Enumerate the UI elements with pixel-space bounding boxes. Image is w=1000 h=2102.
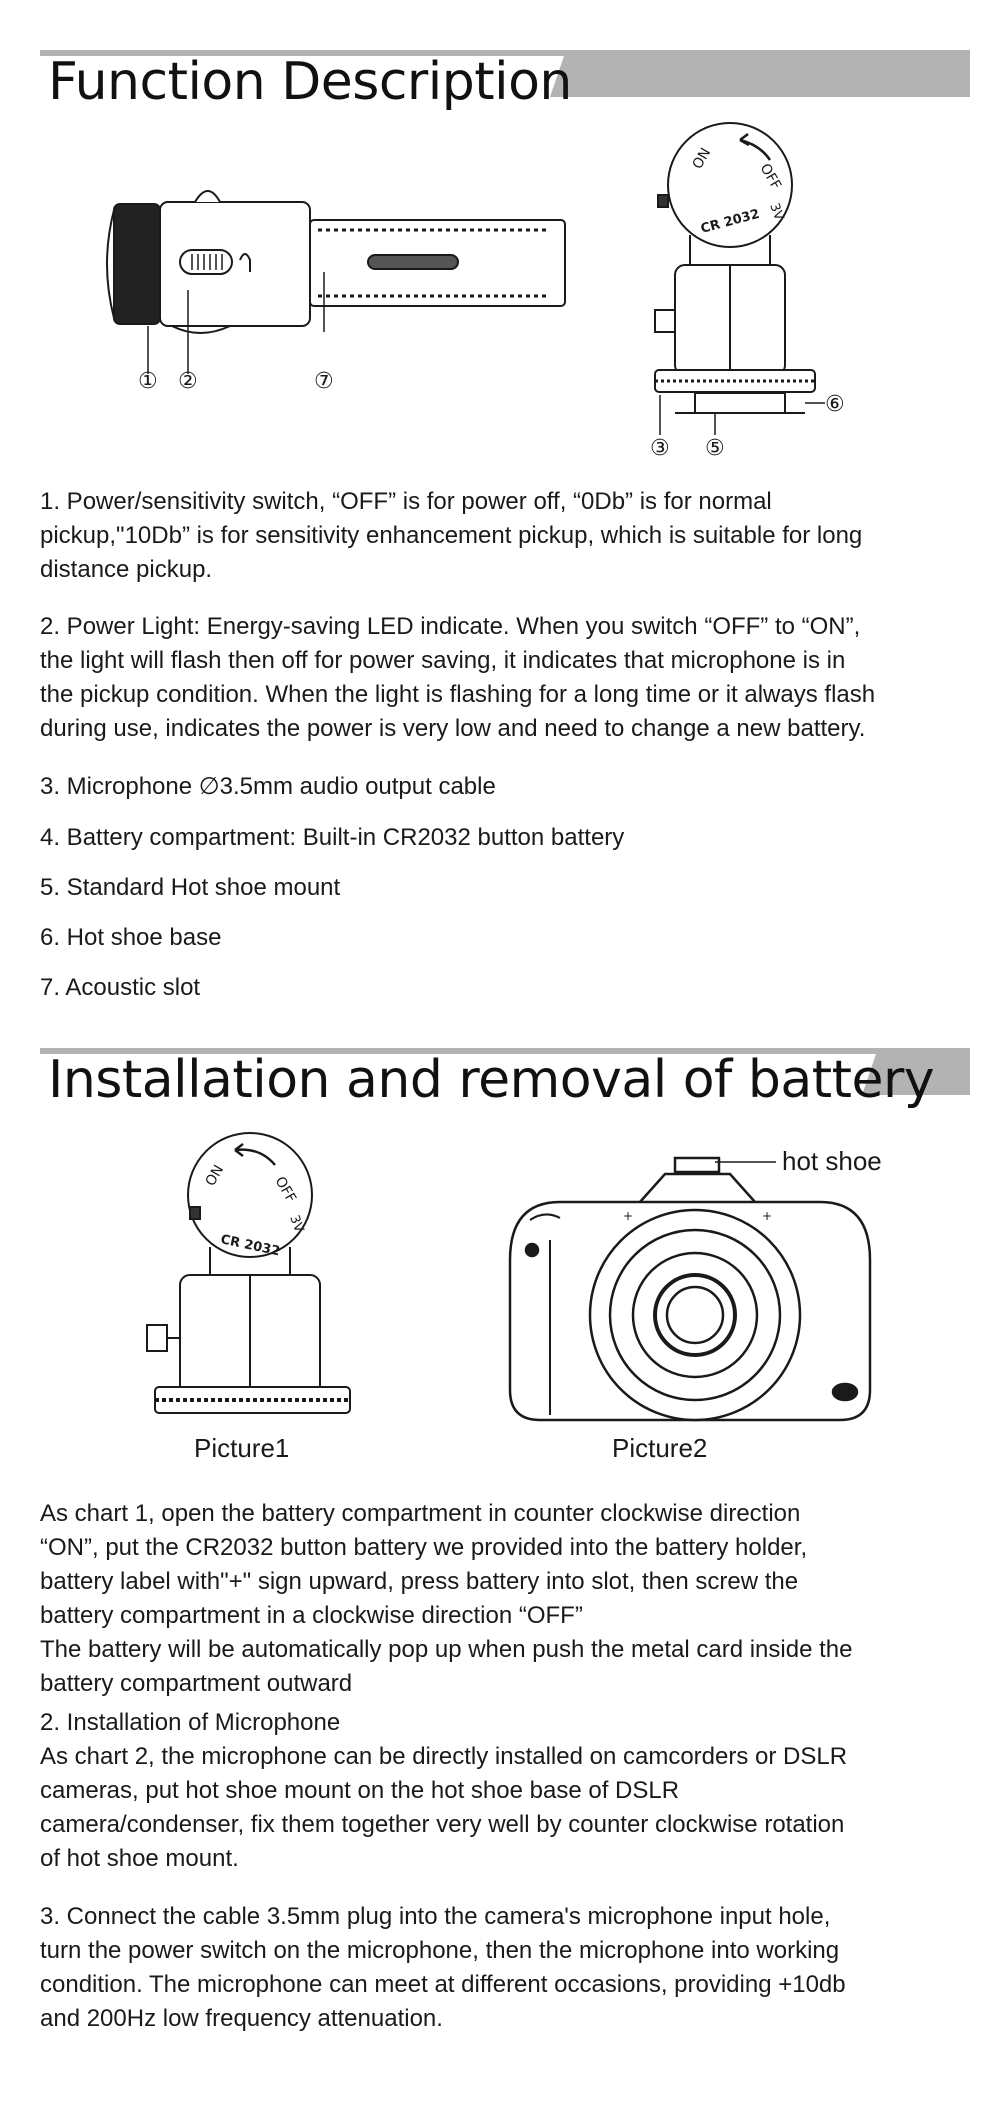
hotshoe-mount-diagram [620, 115, 880, 465]
function-item-2 [40, 610, 965, 746]
cap-label-off: OFF [271, 1174, 299, 1206]
text-line: the light will flash then off for power saving, it indicates that microphone is in [40, 647, 846, 674]
svg-text:+: + [762, 1209, 773, 1223]
text-line: pickup,"10Db” is for sensitivity enhancement pickup, which is suitable for long [40, 522, 863, 549]
cap-label-3v: 3V [766, 201, 787, 223]
picture1-mount-diagram [135, 1125, 375, 1425]
function-item-4: 4. Battery compartment: Built-in CR2032 button battery [40, 824, 625, 851]
function-item-1 [40, 485, 965, 587]
text-line: cameras, put hot shoe mount on the hot shoe base of DSLR [40, 1777, 680, 1804]
battery-paragraph-1 [40, 1497, 965, 1701]
text-line: during use, indicates the power is very low and need to change a new battery. [40, 715, 866, 742]
cap-label-3v: 3V [286, 1213, 307, 1235]
power-switch [180, 250, 232, 274]
callout-1: ① [138, 369, 158, 394]
text-line: distance pickup. [40, 556, 213, 583]
cap-label-on: ON [689, 145, 715, 172]
camera-hot-shoe [675, 1158, 719, 1172]
text-line: 3. Connect the cable 3.5mm plug into the camera's microphone input hole, [40, 1903, 831, 1930]
callout-3: ③ [650, 436, 670, 461]
function-item-7: 7. Acoustic slot [40, 974, 201, 1001]
text-line: battery label with"+" sign upward, press battery into slot, then screw the [40, 1568, 799, 1595]
callout-2: ② [178, 369, 198, 394]
callout-5: ⑤ [705, 436, 725, 461]
text-line: 2. Power Light: Energy-saving LED indicate. When you switch “OFF” to “ON”, [40, 613, 861, 640]
text-line: battery compartment in a clockwise direction “OFF” [40, 1602, 583, 1629]
mic-front-knob [114, 204, 160, 324]
section-title-function: Function Description [48, 52, 572, 112]
cap-label-cr2032: CR 2032 [699, 206, 762, 237]
picture2-camera-diagram [490, 1140, 960, 1440]
text-line: “ON”, put the CR2032 button battery we provided into the battery holder, [40, 1534, 808, 1561]
text-line: turn the power switch on the microphone, then the microphone into working [40, 1937, 840, 1964]
microphone-side-diagram [100, 180, 580, 410]
cap-label-cr2032: CR 2032 [219, 1232, 282, 1260]
acoustic-slot [368, 255, 458, 269]
text-line: 2. Installation of Microphone [40, 1709, 341, 1736]
function-item-3: 3. Microphone ∅3.5mm audio output cable [40, 773, 496, 800]
text-line: condition. The microphone can meet at different occasions, providing +10db [40, 1971, 846, 1998]
picture1-caption: Picture1 [194, 1433, 290, 1463]
text-line: As chart 2, the microphone can be directly installed on camcorders or DSLR [40, 1743, 848, 1770]
callout-6: ⑥ [825, 392, 845, 417]
text-line: The battery will be automatically pop up when push the metal card inside the [40, 1636, 853, 1663]
text-line: the pickup condition. When the light is flashing for a long time or it always flash [40, 681, 876, 708]
section-header-battery [40, 1048, 970, 1108]
hot-shoe-label: hot shoe [782, 1146, 882, 1176]
installation-paragraph [40, 1706, 965, 1876]
text-line: of hot shoe mount. [40, 1845, 239, 1872]
hot-shoe-base [695, 393, 785, 413]
svg-text:+: + [623, 1209, 634, 1223]
cap-label-on: ON [202, 1162, 228, 1189]
section-header-function [40, 50, 970, 110]
text-line: As chart 1, open the battery compartment in counter clockwise direction [40, 1500, 801, 1527]
callout-7: ⑦ [314, 369, 334, 394]
text-line: 1. Power/sensitivity switch, “OFF” is for power off, “0Db” is for normal [40, 488, 772, 515]
cap-label-off: OFF [756, 161, 784, 193]
text-line: camera/condenser, fix them together very well by counter clockwise rotation [40, 1811, 845, 1838]
text-line: and 200Hz low frequency attenuation. [40, 2005, 443, 2032]
function-item-5: 5. Standard Hot shoe mount [40, 874, 341, 901]
text-line: battery compartment outward [40, 1670, 353, 1697]
header-tab [550, 56, 970, 97]
picture2-caption: Picture2 [612, 1433, 708, 1463]
camera-lens [590, 1210, 800, 1420]
function-item-6: 6. Hot shoe base [40, 924, 222, 951]
connection-paragraph [40, 1900, 965, 2036]
section-title-battery: Installation and removal of battery [48, 1050, 935, 1110]
